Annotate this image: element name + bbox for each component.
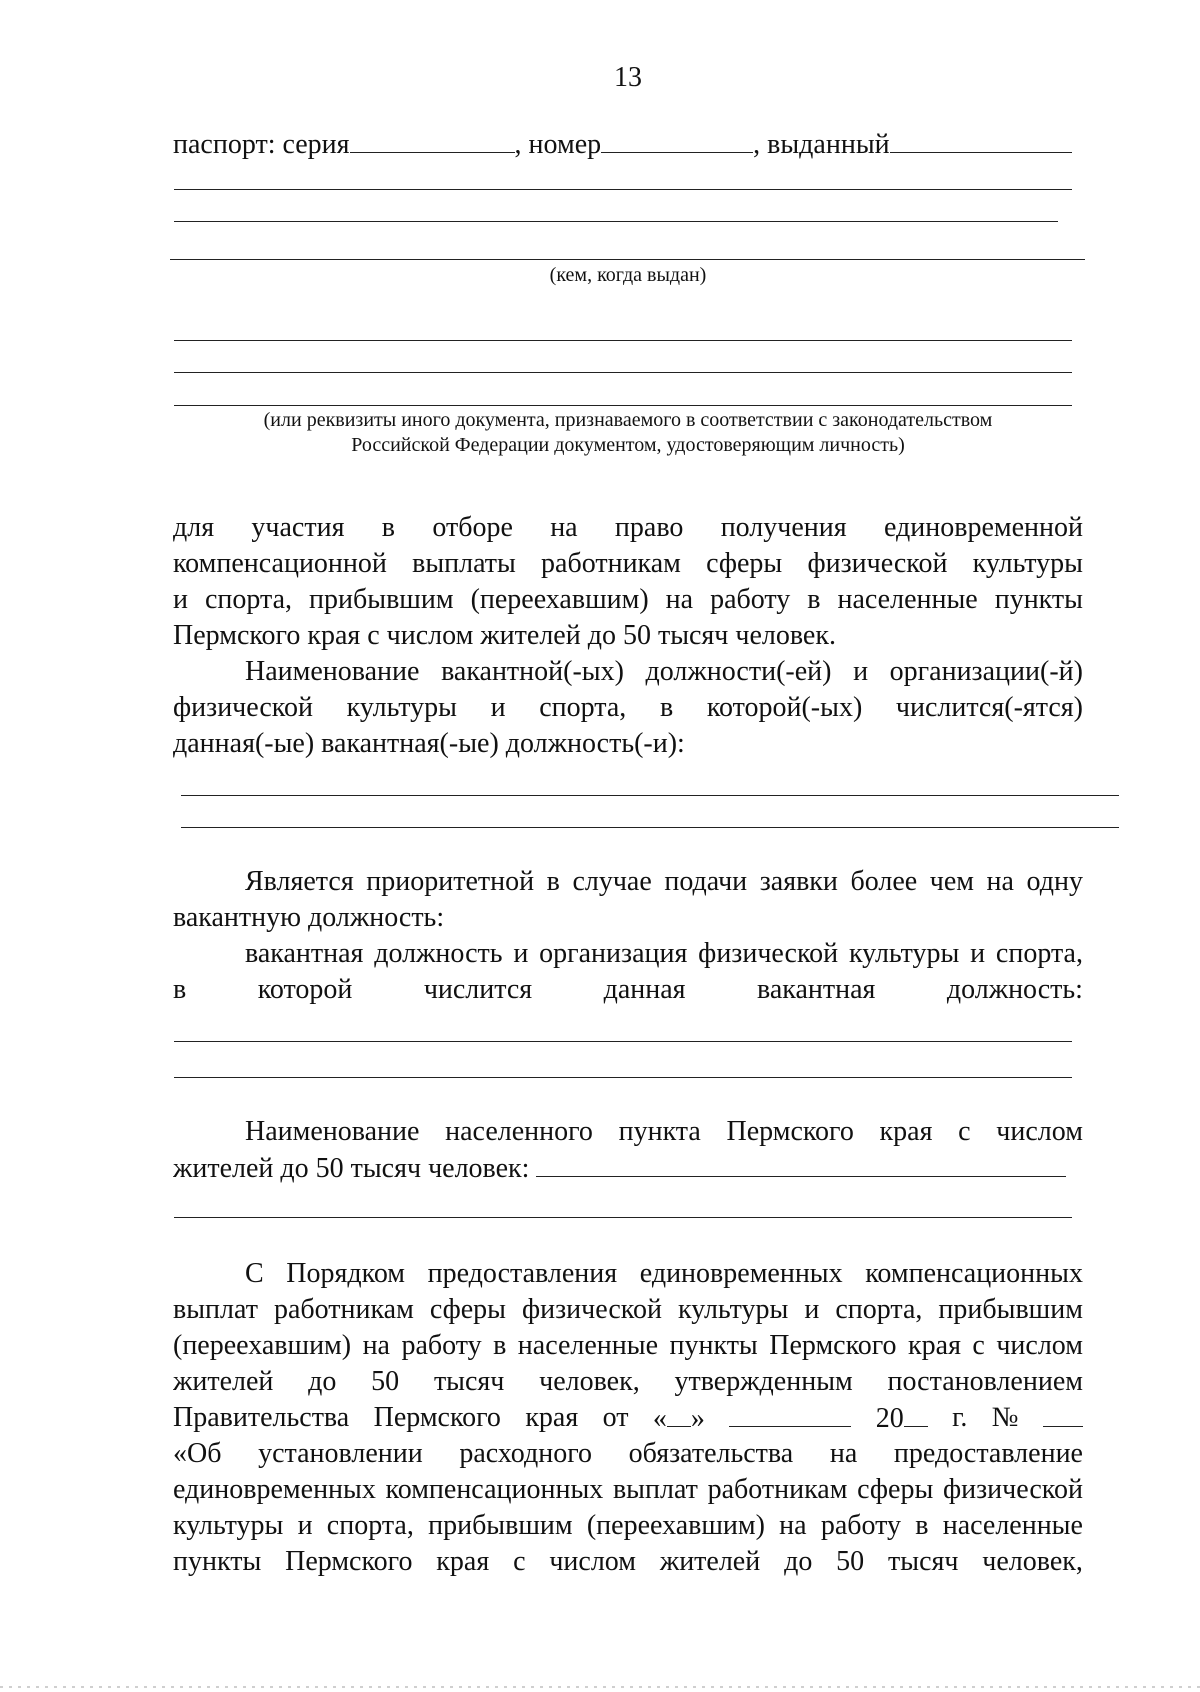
word: населенного	[445, 1116, 593, 1147]
purpose-line-2	[173, 546, 1083, 582]
word: чем	[929, 866, 974, 897]
word: на	[550, 512, 578, 543]
word: тысяч	[433, 1366, 505, 1397]
word: прибывшим	[428, 1510, 573, 1541]
word: населенные	[942, 1510, 1083, 1541]
passport-issued-blank[interactable]	[890, 126, 1072, 153]
word: числом	[549, 1546, 636, 1577]
word: приоритетной	[366, 866, 535, 897]
word: в	[659, 692, 674, 723]
word: компенсационных	[385, 1474, 604, 1505]
word: обязательства	[628, 1438, 794, 1469]
word: организации(-й)	[889, 656, 1083, 687]
word: с	[513, 1546, 526, 1577]
word: участия	[251, 512, 345, 543]
issued-blank-line-2[interactable]	[174, 221, 1058, 222]
word: одну	[1026, 866, 1083, 897]
vacancy-line-3: данная(-ые) вакантная(-ые) должность(-и):	[173, 728, 685, 759]
close-quote: »	[690, 1403, 705, 1434]
passport-issued-label: , выданный	[753, 129, 890, 160]
passport-number-label: , номер	[514, 129, 602, 160]
word: до	[308, 1366, 337, 1397]
word: работу	[710, 584, 791, 615]
word: Является	[245, 866, 354, 897]
word: спорта,	[204, 584, 293, 615]
word: прибывшим	[938, 1294, 1083, 1325]
other-doc-line-1[interactable]	[174, 340, 1072, 341]
word: на	[665, 584, 694, 615]
word: на	[779, 1510, 807, 1541]
caption-other-doc-line2: Российской Федерации документом, удостоверяющим личность)	[351, 434, 905, 456]
word: Пермского	[285, 1546, 413, 1577]
issued-blank-line-1[interactable]	[174, 189, 1072, 190]
passport-row	[173, 126, 1083, 163]
word: работникам	[273, 1294, 414, 1325]
word: и	[513, 938, 529, 969]
word: единовременных	[639, 1258, 843, 1289]
word: и	[970, 938, 986, 969]
word: пункта	[618, 1116, 701, 1147]
word: (переехавшим)	[586, 1510, 765, 1541]
word: сферы	[706, 548, 783, 579]
word: должности(-ей)	[645, 656, 832, 687]
order-paragraph	[173, 1256, 1083, 1580]
word: сферы	[857, 1474, 934, 1505]
word: спорта,	[539, 692, 627, 723]
word: должность	[374, 938, 503, 969]
word: прибывшим	[309, 584, 454, 615]
word: и	[853, 656, 869, 687]
order-line-4	[173, 1364, 1083, 1400]
word: края	[879, 1116, 933, 1147]
word: края	[436, 1546, 490, 1577]
settlement-blank[interactable]	[536, 1150, 1066, 1177]
vacancy-blank-line-1[interactable]	[181, 795, 1119, 796]
word: числом	[996, 1330, 1083, 1361]
passport-series-label: паспорт: серия	[173, 129, 350, 160]
word: предоставление	[893, 1438, 1083, 1469]
word: (переехавшим)	[470, 584, 649, 615]
word: установлении	[258, 1438, 423, 1469]
word: физической	[173, 692, 313, 723]
priority-line-2: вакантную должность:	[173, 902, 445, 933]
scan-noise	[0, 1686, 1200, 1688]
word: спорта,	[995, 938, 1083, 969]
word: с	[972, 1330, 985, 1361]
priority-blank-line-1[interactable]	[174, 1041, 1072, 1042]
word: в	[493, 1330, 507, 1361]
other-doc-line-3[interactable]	[174, 405, 1072, 406]
word: культуры	[848, 938, 960, 969]
word: в	[915, 1510, 929, 1541]
order-line-1	[173, 1256, 1083, 1292]
word: вакантная	[757, 974, 876, 1005]
purpose-line-3	[173, 582, 1083, 618]
word: расходного	[459, 1438, 593, 1469]
word: организация	[539, 938, 688, 969]
open-quote: «	[652, 1403, 667, 1434]
order-line-7	[173, 1472, 1083, 1508]
order-word-krai: края	[525, 1402, 579, 1433]
word: 50	[371, 1366, 400, 1397]
word: единовременных	[173, 1474, 376, 1505]
order-word-government: Правительства	[173, 1402, 350, 1433]
priority-line-1	[173, 864, 1083, 900]
word: культуры	[972, 548, 1083, 579]
vacancy-line-2	[173, 690, 1083, 726]
word: физической	[942, 1474, 1083, 1505]
word: и	[297, 1510, 313, 1541]
caption-issued-by: (кем, когда выдан)	[549, 264, 707, 286]
word: спорта,	[835, 1294, 923, 1325]
purpose-line-4: Пермского края с числом жителей до 50 тысяч человек.	[173, 620, 836, 651]
word: с	[958, 1116, 971, 1147]
other-doc-line-2[interactable]	[174, 372, 1072, 373]
month-blank[interactable]	[729, 1400, 851, 1427]
word: культуры	[173, 1510, 284, 1541]
settlement-line-2	[173, 1150, 1083, 1186]
word: населенные	[517, 1330, 659, 1361]
order-line-9	[173, 1544, 1083, 1580]
word: в	[546, 866, 560, 897]
word: выплат	[612, 1474, 698, 1505]
priority-line-4	[173, 972, 1083, 1008]
word: и	[490, 692, 506, 723]
word: данная	[603, 974, 686, 1005]
word: «Об	[173, 1438, 222, 1469]
number-sign: №	[991, 1402, 1019, 1433]
word: и	[804, 1294, 820, 1325]
passport-number-blank[interactable]	[601, 126, 753, 153]
word: вакантная	[245, 938, 364, 969]
word: до	[784, 1546, 813, 1577]
settlement-label: жителей до 50 тысяч человек:	[173, 1153, 530, 1184]
order-date-year	[876, 1400, 928, 1436]
order-line-8	[173, 1508, 1083, 1544]
word: на	[986, 866, 1014, 897]
word: в	[381, 512, 396, 543]
vacancy-blank-line-2[interactable]	[181, 827, 1119, 828]
word: края	[908, 1330, 961, 1361]
page-number: 13	[614, 62, 642, 93]
order-line-2	[173, 1292, 1083, 1328]
word: тысяч	[888, 1546, 959, 1577]
word: числом	[996, 1116, 1083, 1147]
word: единовременной	[883, 512, 1083, 543]
word: работникам	[707, 1474, 848, 1505]
word: Пермского	[726, 1116, 854, 1147]
order-line-6	[173, 1436, 1083, 1472]
word: пункты	[669, 1330, 758, 1361]
word: выплат	[173, 1294, 258, 1325]
order-word-from: от	[602, 1402, 629, 1433]
passport-series-blank[interactable]	[350, 126, 515, 153]
word: должность:	[946, 974, 1083, 1005]
priority-paragraph	[173, 864, 1083, 1008]
purpose-line-1	[173, 510, 1083, 546]
word: постановлением	[887, 1366, 1083, 1397]
word: компенсационных	[865, 1258, 1083, 1289]
word: Наименование	[245, 1116, 420, 1147]
word: отборе	[432, 512, 513, 543]
word: населенные	[837, 584, 978, 615]
word: человек,	[539, 1366, 640, 1397]
word: выплаты	[412, 548, 516, 579]
purpose-paragraph	[173, 510, 1083, 654]
word: на	[829, 1438, 858, 1469]
word: физической	[807, 548, 948, 579]
word: предоставления	[427, 1258, 618, 1289]
word: для	[173, 512, 215, 543]
word: подачи	[664, 866, 748, 897]
word: жителей	[173, 1366, 274, 1397]
priority-line-3	[173, 936, 1083, 972]
order-date-day	[653, 1400, 705, 1436]
word: Порядком	[286, 1258, 406, 1289]
year-blank[interactable]	[904, 1400, 928, 1427]
word: Наименование	[245, 656, 420, 687]
word: компенсационной	[173, 548, 387, 579]
word: получения	[720, 512, 847, 543]
order-line-5	[173, 1400, 1083, 1436]
word: сферы	[429, 1294, 506, 1325]
word: пункты	[173, 1546, 262, 1577]
word: физической	[521, 1294, 662, 1325]
word: которой	[257, 974, 353, 1005]
settlement-line-1	[173, 1114, 1083, 1150]
issued-blank-line-3[interactable]	[170, 259, 1085, 260]
number-blank[interactable]	[1043, 1400, 1083, 1427]
word: человек,	[982, 1546, 1083, 1577]
settlement-paragraph	[173, 1114, 1083, 1186]
word: культуры	[346, 692, 457, 723]
word: вакантной(-ых)	[441, 656, 624, 687]
order-line-3	[173, 1328, 1083, 1364]
word: право	[614, 512, 684, 543]
word: работу	[401, 1330, 482, 1361]
word: утвержденным	[674, 1366, 853, 1397]
word: в	[173, 974, 187, 1005]
word: пункты	[994, 584, 1083, 615]
word: на	[362, 1330, 390, 1361]
word: и	[173, 584, 188, 615]
vacancy-line-1	[173, 654, 1083, 690]
word: заявки	[759, 866, 838, 897]
word: в	[807, 584, 821, 615]
word: числится	[423, 974, 533, 1005]
word: которой(-ых)	[706, 692, 863, 723]
word: спорта,	[326, 1510, 414, 1541]
caption-other-doc-line1: (или реквизиты иного документа, признаваемого в соответствии с законодательством	[263, 409, 993, 431]
vacancy-paragraph	[173, 654, 1083, 762]
word: Пермского	[769, 1330, 897, 1361]
word: жителей	[659, 1546, 761, 1577]
settlement-blank-line-2[interactable]	[174, 1217, 1072, 1218]
word: физической	[698, 938, 839, 969]
order-word-perm: Пермского	[373, 1402, 501, 1433]
word: С	[245, 1258, 264, 1289]
word: 50	[836, 1546, 865, 1577]
year-abbrev: г.	[952, 1402, 968, 1433]
priority-blank-line-2[interactable]	[174, 1077, 1072, 1078]
word: (переехавшим)	[173, 1330, 352, 1361]
word: более	[850, 866, 918, 897]
year-prefix: 20	[875, 1403, 904, 1434]
word: случае	[572, 866, 652, 897]
word: работникам	[541, 548, 681, 579]
day-blank[interactable]	[667, 1400, 691, 1427]
word: культуры	[677, 1294, 789, 1325]
word: работу	[820, 1510, 901, 1541]
word: числится(-ятся)	[895, 692, 1083, 723]
